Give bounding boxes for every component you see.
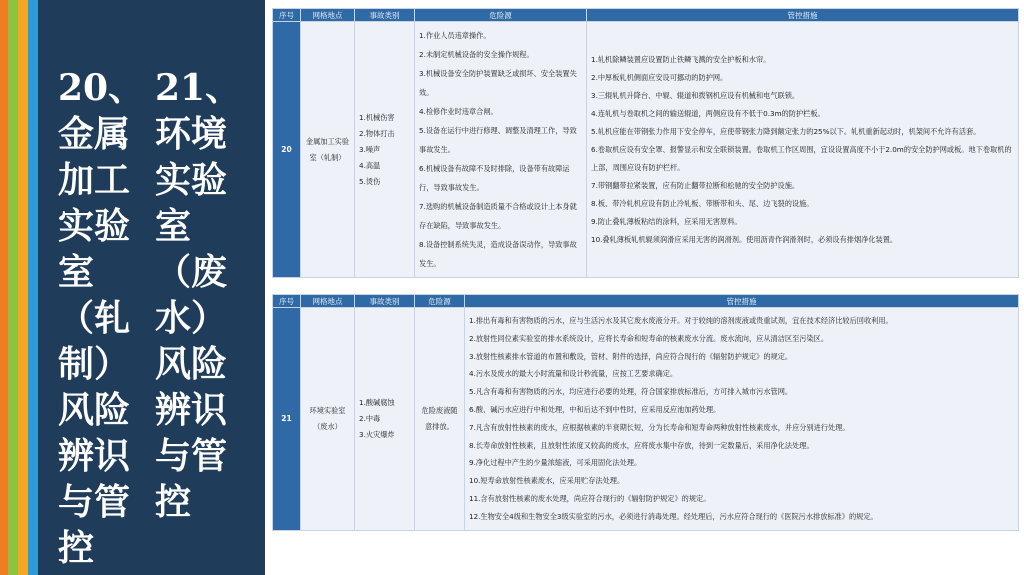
table-header-row [273, 295, 1019, 308]
list-item: 3.三辊轧机升降台、中辊、辊道和拨钢机应设有机械和电气联锁。 [591, 90, 800, 100]
list-item: 4.高温 [359, 160, 381, 170]
col-header-hazard: 危险源 [415, 295, 465, 308]
accident-types-cell [355, 308, 415, 531]
list-item: 7.带钢翻带拉紧装置，应有防止翻带拉断和松驰的安全防护设施。 [591, 180, 800, 190]
list-item: 9.净化过程中产生的少量浓缩液，可采用固化法处理。 [469, 458, 642, 468]
row-number: 21 [273, 308, 301, 531]
stripe-green [8, 0, 18, 575]
list-item: 2.未制定机械设备的安全操作规程。 [419, 50, 534, 59]
list-item: 9.防止叠轧薄板粘结的涂料，应采用无害原料。 [591, 216, 742, 226]
measures-cell [587, 22, 1019, 278]
list-item: 12.生物安全4级和生物安全3级实验室的污水，必须进行消毒处理。经处理后，污水应符合现行的《医院污水排放标准》的规定。 [469, 511, 878, 521]
table-row [273, 22, 1019, 278]
list-item: 6.酸、碱污水应进行中和处理，中和后达不到中性时，应采用反应池加药处理。 [469, 404, 721, 414]
slide-title-col2: 21、环境实验室（废水）风险辨识与管控 [155, 67, 242, 523]
list-item: 2.放射性同位素实验室的排水系统设计，应将长寿命和短寿命的核素废水分流。废水流向，应从清洁区至污染区。 [469, 333, 829, 343]
col-header-location: 网格地点 [301, 295, 355, 308]
list-item: 8.板、带冷轧机应设有防止冷轧板、带断带和头、尾、边飞裂的设施。 [591, 198, 814, 208]
list-item: 1.排出有毒和有害物质的污水，应与生活污水及其它废水废液分开。对于较纯的溶剂废液或贵重试剂，宜在技术经济比较后回收利用。 [469, 316, 893, 325]
risk-table-21 [272, 294, 1019, 531]
list-item: 4.连轧机与卷取机之间的输送辊道，两侧应设有不低于0.3m的防护栏板。 [591, 108, 825, 118]
list-item: 3.噪声 [359, 144, 381, 154]
table-row [273, 308, 1019, 531]
hazards-cell [415, 22, 587, 278]
list-item: 1.机械伤害 [359, 112, 395, 122]
col-header-accident: 事故类别 [355, 9, 415, 22]
hazard-cell: 危险废液随意排放。 [415, 308, 465, 531]
list-item: 10.叠轧薄板轧机辊须润滑应采用无害的润滑剂。使用沥青作润滑剂时，必须设有排烟净化装置。 [591, 234, 898, 244]
list-item: 1.作业人员违章操作。 [419, 31, 491, 40]
col-header-no: 序号 [273, 295, 301, 308]
risk-table-20 [272, 8, 1019, 278]
location-cell: 金属加工实验室（轧制） [301, 22, 355, 278]
col-header-location: 网格地点 [301, 9, 355, 22]
accident-types-cell [355, 22, 415, 278]
list-item: 7.凡含有放射性核素的废水，应根据核素的半衰期长短，分为长寿命和短寿命两种放射性核素废水，并应分别进行处理。 [469, 422, 850, 432]
col-header-measures: 管控措施 [587, 9, 1019, 22]
list-item: 2.中毒 [359, 413, 381, 423]
list-item: 3.火灾爆炸 [359, 429, 395, 439]
col-header-accident: 事故类别 [355, 295, 415, 308]
list-item: 7.选购的机械设备制造质量不合格或设计上本身就存在缺陷，导致事故发生。 [419, 202, 577, 230]
col-header-no: 序号 [273, 9, 301, 22]
col-header-hazard: 危险源 [415, 9, 587, 22]
stripe-orange [0, 0, 8, 575]
location-cell: 环境实验室（废水） [301, 308, 355, 531]
col-header-measures: 管控措施 [465, 295, 1019, 308]
list-item: 3.机械设备安全防护装置缺乏或损坏、安全装置失效。 [419, 69, 577, 97]
list-item: 5.烫伤 [359, 176, 381, 186]
list-item: 5.轧机应能在带钢张力作用下安全停车，应使带钢张力降到额定张力的25%以下。轧机重新起动时，机架间不允许有活套。 [591, 126, 981, 136]
list-item: 8.长寿命放射性核素，且放射性浓度又较高的废水，应将废水集中存放，待到一定数量后，采用净化法处理。 [469, 440, 814, 450]
measures-cell [465, 308, 1019, 531]
list-item: 1.轧机除鳞装置应设置防止铁鳞飞溅的安全护板和水帘。 [591, 54, 771, 64]
list-item: 1.酸碱腐蚀 [359, 397, 395, 407]
table-header-row [273, 9, 1019, 22]
row-number: 20 [273, 22, 301, 278]
list-item: 4.检修作业时违章合闸。 [419, 107, 498, 116]
list-item: 5.设备在运行中进行修理、调整及清理工作，导致事故发生。 [419, 126, 577, 154]
stripe-blue [28, 0, 38, 575]
list-item: 6.机械设备有故障不及时排除，设备带有故障运行，导致事故发生。 [419, 164, 570, 192]
slide-title-col1: 20、金属加工实验室（轧制）风险辨识与管控 [58, 67, 145, 569]
list-item: 8.设备控制系统失灵，造成设备误动作，导致事故发生。 [419, 240, 577, 268]
list-item: 2.物体打击 [359, 128, 395, 138]
list-item: 10.短寿命放射性核素废水，应采用贮存法处理。 [469, 476, 625, 486]
list-item: 5.凡含有毒和有害物质的污水，均应进行必要的处理，符合国家排放标准后，方可排入城市污水管网。 [469, 387, 793, 397]
list-item: 2.中厚板轧机侧面应安设可挪动的防护网。 [591, 72, 728, 82]
stripe-amber [18, 0, 28, 575]
list-item: 3.放射性核素排水管道的布置和敷设，管材、附件的选择，尚应符合现行的《辐射防护规定》的规定。 [469, 351, 793, 361]
list-item: 6.卷取机应设有安全罩、报警显示和安全联锁装置。卷取机工作区周围，宜设设置高度不小于2.0m的安全防护网或板。地下卷取机的上部，周围应设有防护栏杆。 [591, 144, 1012, 172]
list-item: 11.含有放射性核素的废水处理，尚应符合现行的《辐射防护规定》的规定。 [469, 493, 711, 503]
list-item: 4.污水及废水的最大小时流量和设计秒流量，应按工艺要求确定。 [469, 369, 678, 379]
